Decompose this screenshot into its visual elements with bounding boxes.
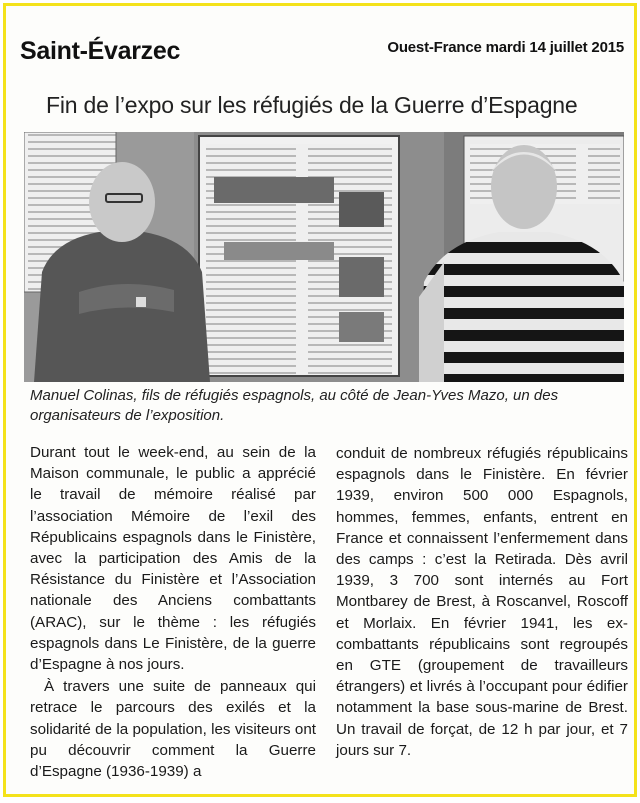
article-headline: Fin de l’expo sur les réfugiés de la Guerre d’Espagne (46, 92, 578, 118)
photo-caption: Manuel Colinas, fils de réfugiés espagnols, au côté de Jean-Yves Mazo, un des organisateurs de l’exposition. (30, 387, 559, 424)
newspaper-clipping (3, 3, 637, 797)
publication-dateline: Ouest-France mardi 14 juillet 2015 (387, 39, 624, 56)
article-paragraph-2-start: À travers une suite de panneaux qui retrace le parcours des exilés et la solidarité de la population, les visiteurs ont pu découvrir comment la Guerre d’Espagne (1936-1939) a (30, 678, 316, 781)
section-town-name: Saint-Évarzec (20, 37, 181, 65)
article-column-right (336, 443, 628, 761)
article-paragraph-2-continued: conduit de nombreux réfugiés républicains espagnols dans le Finistère. En février 1939, environ 500 000 Espagnols, hommes, femmes, enfants, entrent en France et connaissent l’enfermement dans des camps : c’est la Retirada. Dès avril 1939, 3 700 sont internés au Fort Montbarey de Brest, à Roscanvel, Roscoff et Morlaix. En février 1941, les ex-combattants républicains sont regroupés en GTE (groupement de travailleurs étrangers) et livrés à l’occupant pour édifier notamment la base sous-marine de Brest. Un travail de forçat, de 12 h par jour, et 7 jours sur 7. (336, 445, 628, 759)
poster-center (199, 136, 399, 376)
photo-illustration (24, 132, 624, 382)
article-column-left (30, 442, 316, 782)
article-photo (24, 132, 624, 382)
article-paragraph-1: Durant tout le week-end, au sein de la Maison communale, le public a apprécié le travail de mémoire réalisé par l’association Mémoire de l’exil des Républicains espagnols dans le Finistère, avec la participation des Amis de la Résistance du Finistère et l’Association nationale des Anciens combattants (ARAC), sur le thème : les réfugiés espagnols dans Le Finistère, de la guerre d’Espagne à nos jours. (30, 444, 316, 674)
